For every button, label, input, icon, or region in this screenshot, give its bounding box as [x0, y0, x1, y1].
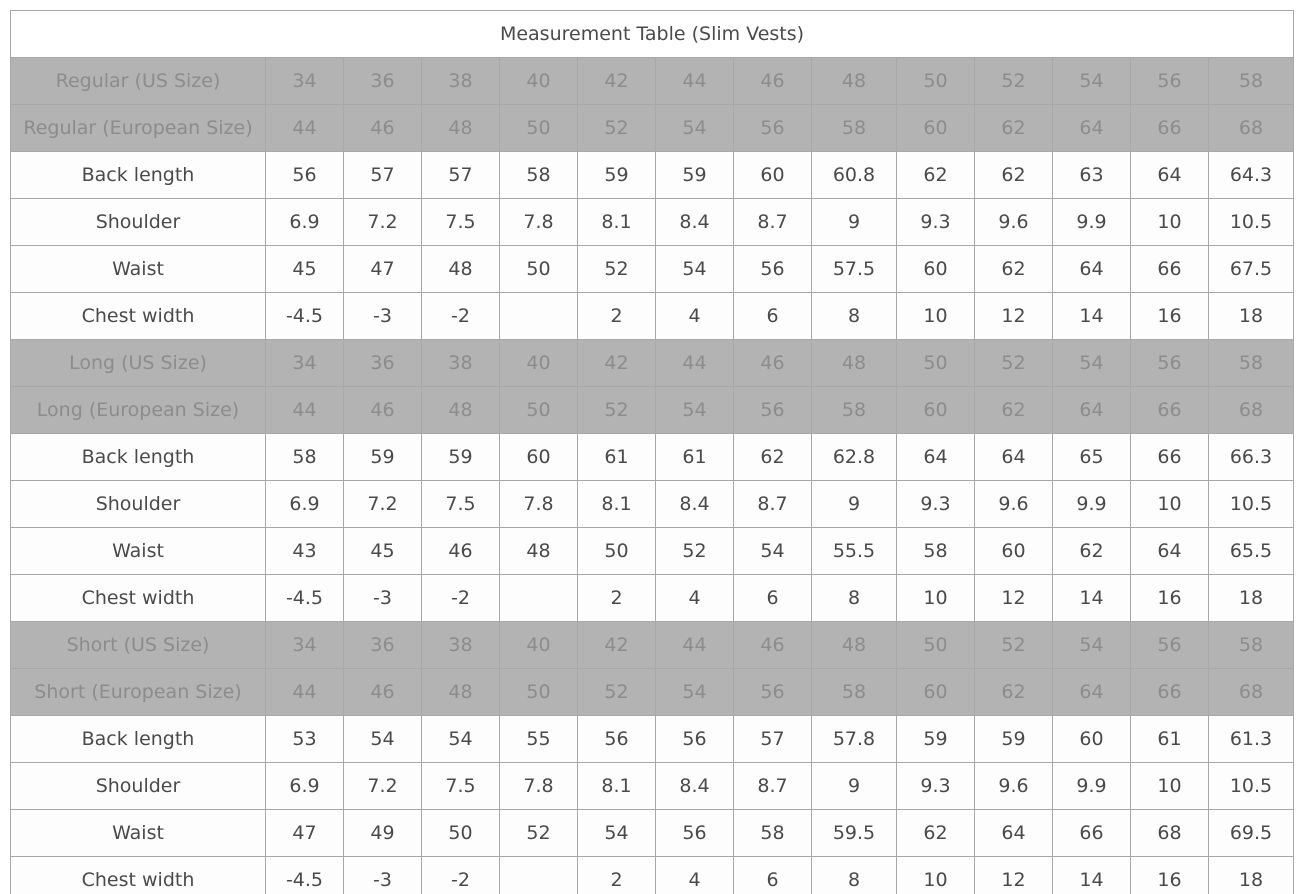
measure-label: Waist [11, 246, 266, 293]
measure-label: Chest width [11, 293, 266, 340]
table-cell: 10.5 [1209, 763, 1294, 810]
table-cell: 42 [578, 622, 656, 669]
table-cell: 18 [1209, 857, 1294, 894]
table-cell: 58 [266, 434, 344, 481]
table-cell: 59 [578, 152, 656, 199]
table-cell: 50 [500, 387, 578, 434]
table-cell: 59 [656, 152, 734, 199]
table-cell: 62 [975, 387, 1053, 434]
table-row [11, 763, 1294, 810]
table-cell: 6.9 [266, 199, 344, 246]
table-cell: 54 [656, 105, 734, 152]
table-cell: 42 [578, 340, 656, 387]
table-row [11, 293, 1294, 340]
table-cell: 9.6 [975, 199, 1053, 246]
table-cell: 8.1 [578, 199, 656, 246]
table-cell: 48 [812, 622, 897, 669]
table-cell: 67.5 [1209, 246, 1294, 293]
table-cell: 54 [344, 716, 422, 763]
table-cell: 12 [975, 575, 1053, 622]
table-cell: 48 [422, 669, 500, 716]
table-cell: 62 [897, 152, 975, 199]
table-cell: 54 [578, 810, 656, 857]
table-cell: 64 [897, 434, 975, 481]
table-cell: 43 [266, 528, 344, 575]
table-cell: 64 [1053, 246, 1131, 293]
table-cell: 6 [734, 857, 812, 894]
table-cell: 58 [734, 810, 812, 857]
table-cell: 44 [266, 669, 344, 716]
table-cell: 48 [422, 105, 500, 152]
table-cell: 59.5 [812, 810, 897, 857]
table-cell: 61 [656, 434, 734, 481]
table-cell: 4 [656, 575, 734, 622]
table-cell: 9.3 [897, 763, 975, 810]
table-cell: 62.8 [812, 434, 897, 481]
table-cell: 14 [1053, 293, 1131, 340]
table-cell: 7.5 [422, 481, 500, 528]
table-cell: 55 [500, 716, 578, 763]
table-cell: 40 [500, 58, 578, 105]
table-row-size-header [11, 58, 1294, 105]
table-cell: 9.3 [897, 199, 975, 246]
table-cell: 58 [1209, 58, 1294, 105]
table-cell: 58 [897, 528, 975, 575]
table-cell: 60 [975, 528, 1053, 575]
table-cell: 58 [812, 669, 897, 716]
table-cell: 61 [1131, 716, 1209, 763]
table-cell: 64 [1131, 528, 1209, 575]
table-cell: 57.8 [812, 716, 897, 763]
table-cell: 53 [266, 716, 344, 763]
table-cell: 56 [734, 669, 812, 716]
table-cell: 62 [975, 105, 1053, 152]
table-cell: -2 [422, 575, 500, 622]
table-cell: -3 [344, 293, 422, 340]
table-cell: 63 [1053, 152, 1131, 199]
table-row [11, 152, 1294, 199]
measure-label: Back length [11, 716, 266, 763]
table-cell: 56 [734, 105, 812, 152]
table-cell: 58 [1209, 622, 1294, 669]
table-cell: 9 [812, 481, 897, 528]
table-cell: -2 [422, 857, 500, 894]
table-cell: 16 [1131, 857, 1209, 894]
table-cell: 38 [422, 340, 500, 387]
measure-label: Waist [11, 528, 266, 575]
table-cell: 14 [1053, 575, 1131, 622]
table-cell: 52 [500, 810, 578, 857]
size-header-eu: Regular (European Size) [11, 105, 266, 152]
table-cell: 10 [897, 293, 975, 340]
table-cell: 2 [578, 293, 656, 340]
table-cell: 8.4 [656, 199, 734, 246]
table-cell: 52 [578, 387, 656, 434]
table-cell: 12 [975, 293, 1053, 340]
table-cell: 9 [812, 763, 897, 810]
table-cell: 56 [734, 246, 812, 293]
table-cell: 56 [1131, 622, 1209, 669]
table-body [11, 11, 1294, 894]
table-cell: 7.8 [500, 481, 578, 528]
table-cell: 60 [897, 387, 975, 434]
table-cell: 66.3 [1209, 434, 1294, 481]
table-cell: 60 [897, 669, 975, 716]
table-cell [500, 857, 578, 894]
table-cell: 58 [1209, 340, 1294, 387]
table-cell: 6.9 [266, 763, 344, 810]
table-row-size-header [11, 387, 1294, 434]
size-header-eu: Long (European Size) [11, 387, 266, 434]
table-cell: 16 [1131, 575, 1209, 622]
table-row-size-header [11, 340, 1294, 387]
table-cell: 10 [897, 857, 975, 894]
table-cell: 66 [1131, 246, 1209, 293]
table-cell [500, 575, 578, 622]
measurement-table [10, 10, 1294, 894]
table-cell: 52 [578, 669, 656, 716]
table-cell: 8.1 [578, 481, 656, 528]
table-cell: 54 [656, 387, 734, 434]
table-cell: 36 [344, 58, 422, 105]
table-cell: 34 [266, 340, 344, 387]
table-cell: 60 [897, 246, 975, 293]
table-cell: -3 [344, 575, 422, 622]
table-cell: 56 [656, 716, 734, 763]
table-cell: 46 [344, 105, 422, 152]
size-header-eu: Short (European Size) [11, 669, 266, 716]
table-cell: 36 [344, 622, 422, 669]
table-cell: 66 [1131, 387, 1209, 434]
table-cell: 44 [656, 340, 734, 387]
table-cell: 58 [812, 387, 897, 434]
table-cell: 50 [422, 810, 500, 857]
table-cell: 68 [1209, 105, 1294, 152]
table-cell: 9.3 [897, 481, 975, 528]
table-cell: 16 [1131, 293, 1209, 340]
table-row [11, 716, 1294, 763]
table-cell: 50 [897, 58, 975, 105]
table-cell: 47 [266, 810, 344, 857]
table-cell: 50 [578, 528, 656, 575]
table-cell: 52 [975, 58, 1053, 105]
table-cell: 2 [578, 575, 656, 622]
table-cell: 9.6 [975, 763, 1053, 810]
table-cell: 52 [975, 340, 1053, 387]
table-cell: 9.9 [1053, 481, 1131, 528]
table-cell: 61 [578, 434, 656, 481]
table-cell: 54 [1053, 58, 1131, 105]
table-cell: -2 [422, 293, 500, 340]
table-cell: 8.1 [578, 763, 656, 810]
table-cell: 62 [897, 810, 975, 857]
table-cell: 8.7 [734, 763, 812, 810]
table-cell: 18 [1209, 293, 1294, 340]
table-cell: 54 [1053, 622, 1131, 669]
table-cell: 50 [500, 669, 578, 716]
measure-label: Back length [11, 434, 266, 481]
table-cell: 52 [578, 246, 656, 293]
table-cell: 38 [422, 58, 500, 105]
table-row-size-header [11, 669, 1294, 716]
table-cell: 64.3 [1209, 152, 1294, 199]
table-cell: 12 [975, 857, 1053, 894]
table-cell: -4.5 [266, 575, 344, 622]
table-row [11, 199, 1294, 246]
measure-label: Shoulder [11, 199, 266, 246]
table-cell: 66 [1131, 434, 1209, 481]
table-row [11, 857, 1294, 894]
table-cell: 68 [1131, 810, 1209, 857]
table-cell: 4 [656, 857, 734, 894]
table-cell: 59 [422, 434, 500, 481]
table-cell: 47 [344, 246, 422, 293]
table-cell: 56 [266, 152, 344, 199]
table-cell: 44 [266, 105, 344, 152]
table-cell: 48 [422, 387, 500, 434]
table-cell: 49 [344, 810, 422, 857]
table-row [11, 810, 1294, 857]
table-cell: 46 [734, 58, 812, 105]
table-cell: 50 [500, 105, 578, 152]
table-cell: 44 [656, 58, 734, 105]
page-title: Measurement Table (Slim Vests) [11, 11, 1294, 58]
table-cell: 4 [656, 293, 734, 340]
table-cell: 57 [734, 716, 812, 763]
table-cell: 69.5 [1209, 810, 1294, 857]
table-cell: 56 [656, 810, 734, 857]
table-cell: 10 [1131, 199, 1209, 246]
table-cell: 10 [1131, 481, 1209, 528]
table-cell: 46 [734, 340, 812, 387]
table-cell: 58 [500, 152, 578, 199]
table-cell: 60 [500, 434, 578, 481]
measure-label: Shoulder [11, 481, 266, 528]
table-row [11, 246, 1294, 293]
table-cell: 2 [578, 857, 656, 894]
table-cell: 60.8 [812, 152, 897, 199]
table-cell: 48 [812, 58, 897, 105]
table-cell: 54 [1053, 340, 1131, 387]
table-cell: 44 [656, 622, 734, 669]
table-cell: 44 [266, 387, 344, 434]
table-cell: 6 [734, 575, 812, 622]
table-cell: 9.6 [975, 481, 1053, 528]
table-cell: 54 [656, 669, 734, 716]
table-cell: 18 [1209, 575, 1294, 622]
table-cell: 9.9 [1053, 199, 1131, 246]
table-cell: 7.2 [344, 763, 422, 810]
table-cell: 8.7 [734, 199, 812, 246]
table-cell: 52 [975, 622, 1053, 669]
table-row [11, 575, 1294, 622]
table-cell: 10.5 [1209, 199, 1294, 246]
table-cell: 64 [1053, 387, 1131, 434]
table-cell: 7.5 [422, 199, 500, 246]
table-cell: 48 [422, 246, 500, 293]
size-header-us: Long (US Size) [11, 340, 266, 387]
table-cell: 62 [1053, 528, 1131, 575]
table-cell: 7.2 [344, 481, 422, 528]
table-cell: 34 [266, 58, 344, 105]
table-cell: 56 [1131, 58, 1209, 105]
table-cell: 62 [734, 434, 812, 481]
table-row [11, 481, 1294, 528]
table-title-row [11, 11, 1294, 58]
table-cell: 59 [344, 434, 422, 481]
table-cell: -3 [344, 857, 422, 894]
table-cell: 9.9 [1053, 763, 1131, 810]
table-cell: 14 [1053, 857, 1131, 894]
table-cell: 56 [734, 387, 812, 434]
table-cell: 61.3 [1209, 716, 1294, 763]
table-cell: 7.2 [344, 199, 422, 246]
table-cell: 40 [500, 622, 578, 669]
table-cell: 60 [734, 152, 812, 199]
table-cell: 7.8 [500, 199, 578, 246]
table-cell: 64 [1053, 669, 1131, 716]
table-cell: 6.9 [266, 481, 344, 528]
table-cell: 57.5 [812, 246, 897, 293]
table-cell: 8 [812, 575, 897, 622]
table-cell: 60 [1053, 716, 1131, 763]
table-cell: 57 [422, 152, 500, 199]
table-row-size-header [11, 105, 1294, 152]
table-cell: 8.7 [734, 481, 812, 528]
table-cell: 7.8 [500, 763, 578, 810]
table-cell [500, 293, 578, 340]
table-cell: 56 [578, 716, 656, 763]
table-cell: 38 [422, 622, 500, 669]
measure-label: Back length [11, 152, 266, 199]
table-cell: 42 [578, 58, 656, 105]
table-cell: 45 [266, 246, 344, 293]
table-cell: 66 [1053, 810, 1131, 857]
measure-label: Chest width [11, 575, 266, 622]
table-cell: 62 [975, 669, 1053, 716]
table-cell: -4.5 [266, 857, 344, 894]
table-cell: 62 [975, 246, 1053, 293]
table-cell: 54 [734, 528, 812, 575]
table-cell: 8 [812, 293, 897, 340]
table-cell: 52 [578, 105, 656, 152]
table-cell: 48 [812, 340, 897, 387]
table-cell: 50 [897, 622, 975, 669]
table-cell: 40 [500, 340, 578, 387]
table-cell: 34 [266, 622, 344, 669]
table-row [11, 528, 1294, 575]
table-cell: 7.5 [422, 763, 500, 810]
table-cell: 66 [1131, 105, 1209, 152]
table-cell: 57 [344, 152, 422, 199]
table-cell: 56 [1131, 340, 1209, 387]
table-cell: 60 [897, 105, 975, 152]
table-cell: 62 [975, 152, 1053, 199]
table-cell: 64 [1053, 105, 1131, 152]
table-cell: 68 [1209, 387, 1294, 434]
table-row [11, 434, 1294, 481]
table-cell: 54 [422, 716, 500, 763]
table-cell: 68 [1209, 669, 1294, 716]
table-cell: 8.4 [656, 763, 734, 810]
table-cell: 8.4 [656, 481, 734, 528]
table-cell: 46 [734, 622, 812, 669]
table-cell: 6 [734, 293, 812, 340]
table-cell: 36 [344, 340, 422, 387]
table-cell: 55.5 [812, 528, 897, 575]
size-header-us: Regular (US Size) [11, 58, 266, 105]
table-cell: 50 [500, 246, 578, 293]
table-cell: 65 [1053, 434, 1131, 481]
table-cell: 64 [975, 434, 1053, 481]
table-cell: 46 [344, 387, 422, 434]
table-cell: 58 [812, 105, 897, 152]
table-cell: 45 [344, 528, 422, 575]
table-cell: 64 [975, 810, 1053, 857]
table-cell: 52 [656, 528, 734, 575]
table-cell: 46 [344, 669, 422, 716]
table-cell: 50 [897, 340, 975, 387]
measure-label: Shoulder [11, 763, 266, 810]
table-cell: 10.5 [1209, 481, 1294, 528]
table-cell: 59 [975, 716, 1053, 763]
table-cell: 9 [812, 199, 897, 246]
table-row-size-header [11, 622, 1294, 669]
table-cell: 54 [656, 246, 734, 293]
table-cell: 46 [422, 528, 500, 575]
table-cell: 10 [1131, 763, 1209, 810]
table-cell: 48 [500, 528, 578, 575]
measure-label: Chest width [11, 857, 266, 894]
table-cell: 59 [897, 716, 975, 763]
table-cell: 64 [1131, 152, 1209, 199]
size-header-us: Short (US Size) [11, 622, 266, 669]
table-cell: 8 [812, 857, 897, 894]
table-cell: -4.5 [266, 293, 344, 340]
table-cell: 10 [897, 575, 975, 622]
table-cell: 66 [1131, 669, 1209, 716]
measure-label: Waist [11, 810, 266, 857]
table-cell: 65.5 [1209, 528, 1294, 575]
